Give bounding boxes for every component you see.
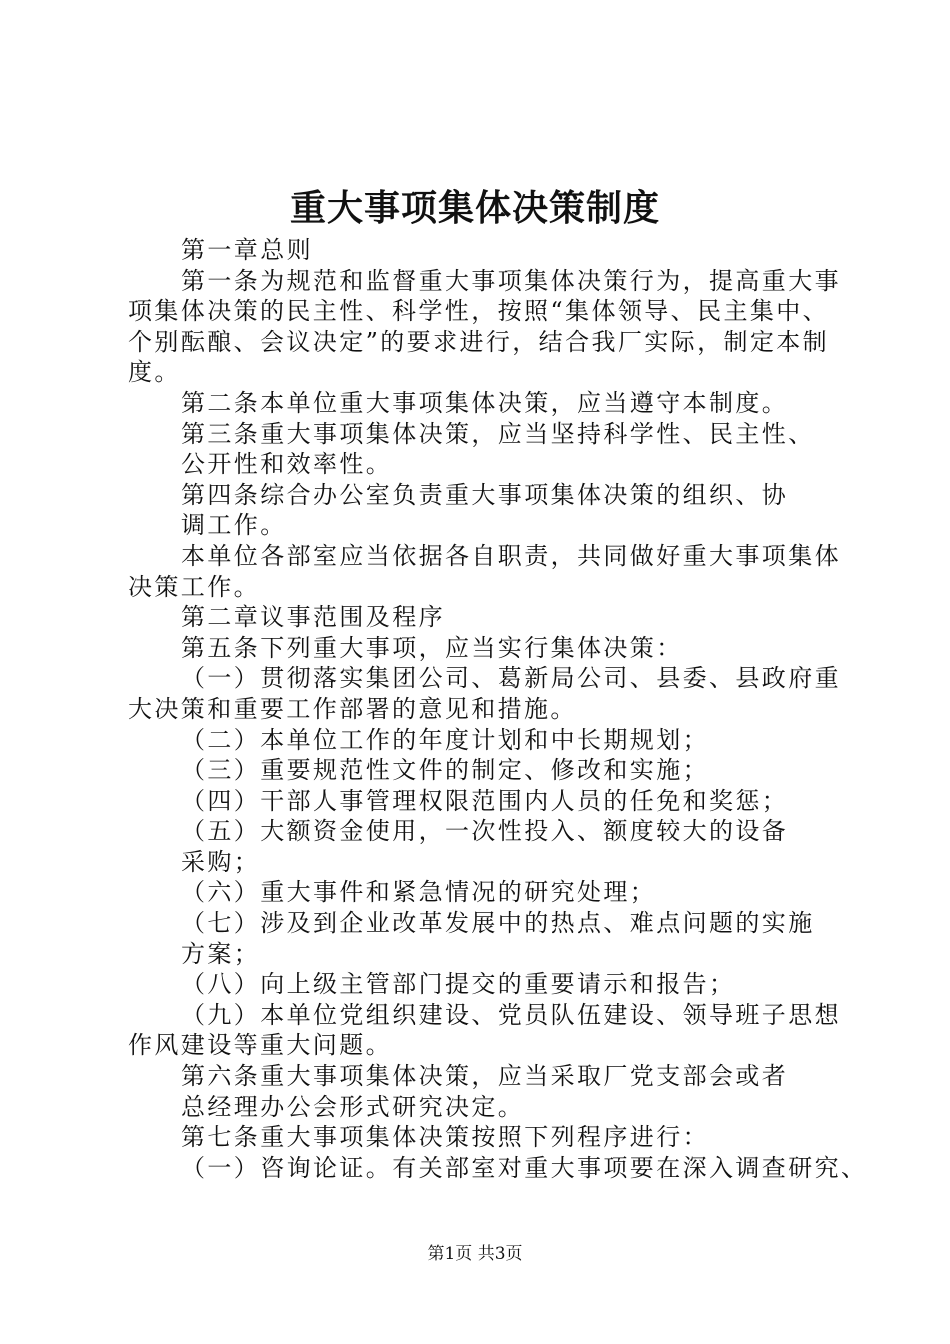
- document-body: [128, 235, 868, 1183]
- text-line: 第二条本单位重大事项集体决策，应当遵守本制度。: [181, 388, 789, 417]
- text-line: 采购；: [181, 847, 261, 876]
- text-line: 调工作。: [181, 511, 287, 540]
- text-line: （五）大额资金使用，一次性投入、额度较大的设备: [181, 817, 789, 846]
- text-line: （一）咨询论证。有关部室对重大事项要在深入调查研究、: [181, 1153, 868, 1182]
- text-line: 决策工作。: [128, 572, 260, 601]
- text-line: （三）重要规范性文件的制定、修改和实施；: [181, 756, 709, 785]
- text-line: 第二章议事范围及程序: [181, 603, 445, 632]
- text-line: 第三条重大事项集体决策，应当坚持科学性、民主性、: [181, 419, 815, 448]
- page-footer: 第1页 共3页: [427, 1244, 523, 1264]
- text-line: 第六条重大事项集体决策，应当采取厂党支部会或者: [181, 1062, 789, 1091]
- text-line: （九）本单位党组织建设、党员队伍建设、领导班子思想: [181, 1000, 841, 1029]
- text-line: 个别酝酿、会议决定”的要求进行，结合我厂实际，制定本制: [128, 327, 830, 356]
- text-line: 第一条为规范和监督重大事项集体决策行为，提高重大事: [181, 266, 841, 295]
- text-line: 第四条综合办公室负责重大事项集体决策的组织、协: [181, 480, 789, 509]
- text-line: （一）贯彻落实集团公司、葛新局公司、县委、县政府重: [181, 664, 841, 693]
- text-line: 第七条重大事项集体决策按照下列程序进行：: [181, 1123, 709, 1152]
- document-title: 重大事项集体决策制度: [289, 187, 660, 229]
- text-line: （四）干部人事管理权限范围内人员的任免和奖惩；: [181, 786, 789, 815]
- text-line: 本单位各部室应当依据各自职责，共同做好重大事项集体: [181, 541, 841, 570]
- text-line: 第一章总则: [181, 236, 313, 264]
- text-line: 总经理办公会形式研究决定。: [181, 1092, 525, 1121]
- text-line: 作风建设等重大问题。: [128, 1031, 392, 1060]
- text-line: （八）向上级主管部门提交的重要请示和报告；: [181, 970, 736, 999]
- text-line: 度。: [128, 358, 181, 387]
- text-line: （二）本单位工作的年度计划和中长期规划；: [181, 725, 709, 754]
- text-line: 项集体决策的民主性、科学性，按照“集体领导、民主集中、: [128, 297, 830, 326]
- text-line: （七）涉及到企业改革发展中的热点、难点问题的实施: [181, 909, 815, 938]
- text-line: 方案；: [181, 939, 261, 968]
- text-line: （六）重大事件和紧急情况的研究处理；: [181, 878, 657, 907]
- text-line: 第五条下列重大事项，应当实行集体决策：: [181, 633, 683, 662]
- text-line: 公开性和效率性。: [181, 450, 393, 479]
- text-line: 大决策和重要工作部署的意见和措施。: [128, 694, 577, 723]
